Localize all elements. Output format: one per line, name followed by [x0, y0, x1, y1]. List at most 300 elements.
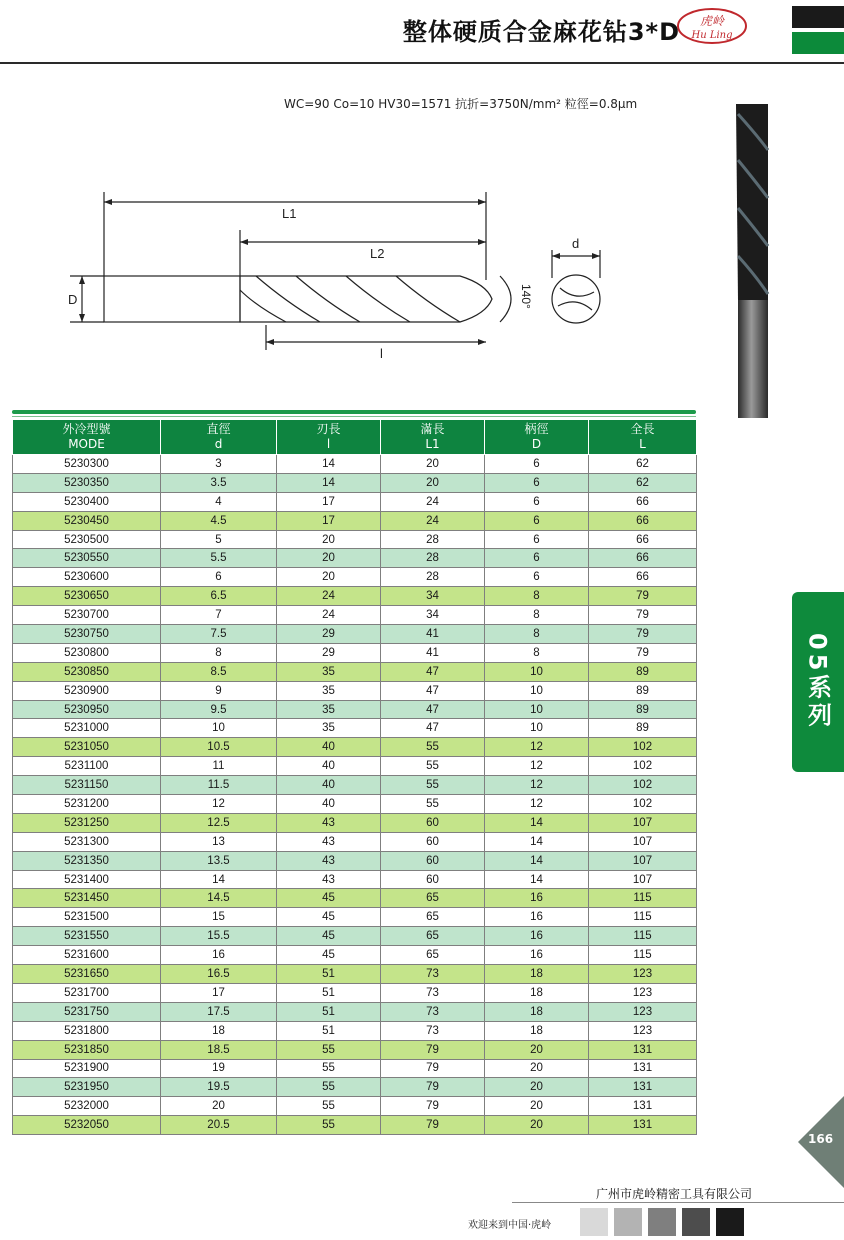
- table-cell: 131: [589, 1078, 697, 1097]
- table-cell: 6.5: [161, 587, 277, 606]
- table-cell: 4.5: [161, 511, 277, 530]
- table-cell: 66: [589, 549, 697, 568]
- table-cell: 11: [161, 757, 277, 776]
- color-swatch: [682, 1208, 710, 1236]
- table-cell: 14: [161, 870, 277, 889]
- table-cell: 45: [277, 889, 381, 908]
- table-cell: 65: [381, 946, 485, 965]
- table-cell: 55: [277, 1040, 381, 1059]
- table-cell: 11.5: [161, 776, 277, 795]
- table-cell: 55: [277, 1116, 381, 1135]
- table-cell: 5231950: [13, 1078, 161, 1097]
- table-cell: 79: [381, 1097, 485, 1116]
- table-cell: 28: [381, 549, 485, 568]
- series-side-tab-label: 05系列: [803, 633, 832, 731]
- table-cell: 5230750: [13, 625, 161, 644]
- table-cell: 5231000: [13, 719, 161, 738]
- table-cell: 123: [589, 965, 697, 984]
- table-cell: 47: [381, 681, 485, 700]
- table-cell: 40: [277, 757, 381, 776]
- table-cell: 18: [485, 965, 589, 984]
- table-cell: 123: [589, 1021, 697, 1040]
- table-cell: 16: [485, 908, 589, 927]
- spec-table: [12, 419, 697, 1135]
- color-swatch: [648, 1208, 676, 1236]
- table-cell: 89: [589, 719, 697, 738]
- drill-technical-drawing: [60, 180, 620, 370]
- table-row: [13, 492, 697, 511]
- table-row: [13, 1116, 697, 1135]
- table-cell: 14.5: [161, 889, 277, 908]
- table-body: [13, 455, 697, 1135]
- table-cell: 12: [161, 795, 277, 814]
- table-cell: 6: [485, 568, 589, 587]
- table-cell: 5230350: [13, 473, 161, 492]
- table-cell: 41: [381, 643, 485, 662]
- table-cell: 60: [381, 832, 485, 851]
- color-swatch: [614, 1208, 642, 1236]
- table-cell: 5230700: [13, 606, 161, 625]
- table-cell: 20: [485, 1059, 589, 1078]
- column-header-bottom: l: [326, 437, 331, 451]
- column-header-top: 柄徑: [524, 422, 549, 436]
- table-cell: 55: [381, 795, 485, 814]
- table-row: [13, 946, 697, 965]
- table-cell: 5231200: [13, 795, 161, 814]
- table-cell: 79: [381, 1116, 485, 1135]
- table-cell: 43: [277, 813, 381, 832]
- table-cell: 20: [277, 530, 381, 549]
- table-row: [13, 606, 697, 625]
- table-cell: 131: [589, 1059, 697, 1078]
- logo-top-text: 虎岭: [699, 14, 725, 28]
- table-cell: 5231850: [13, 1040, 161, 1059]
- table-cell: 6: [485, 511, 589, 530]
- table-cell: 5231450: [13, 889, 161, 908]
- table-cell: 79: [381, 1059, 485, 1078]
- table-cell: 29: [277, 625, 381, 644]
- table-cell: 20: [161, 1097, 277, 1116]
- table-cell: 14: [277, 473, 381, 492]
- table-cell: 60: [381, 851, 485, 870]
- table-row: [13, 511, 697, 530]
- table-row: [13, 795, 697, 814]
- table-cell: 60: [381, 813, 485, 832]
- table-cell: 60: [381, 870, 485, 889]
- material-specs: WC=90 Co=10 HV30=1571 抗折=3750N/mm² 粒徑=0.8μm: [284, 97, 638, 111]
- table-cell: 115: [589, 908, 697, 927]
- table-row: [13, 889, 697, 908]
- table-cell: 15: [161, 908, 277, 927]
- table-cell: 131: [589, 1116, 697, 1135]
- table-row: [13, 700, 697, 719]
- table-cell: 18: [485, 1021, 589, 1040]
- table-cell: 131: [589, 1040, 697, 1059]
- table-cell: 79: [589, 606, 697, 625]
- color-swatch: [580, 1208, 608, 1236]
- table-cell: 16.5: [161, 965, 277, 984]
- table-cell: 73: [381, 1002, 485, 1021]
- table-cell: 47: [381, 719, 485, 738]
- table-cell: 7.5: [161, 625, 277, 644]
- table-cell: 28: [381, 530, 485, 549]
- table-cell: 19.5: [161, 1078, 277, 1097]
- table-row: [13, 738, 697, 757]
- page-number: 166: [808, 1132, 834, 1146]
- table-cell: 62: [589, 473, 697, 492]
- table-cell: 102: [589, 776, 697, 795]
- table-cell: 5232000: [13, 1097, 161, 1116]
- welcome-text: 欢迎来到中国·虎岭: [468, 1220, 552, 1231]
- table-cell: 35: [277, 662, 381, 681]
- table-cell: 65: [381, 889, 485, 908]
- table-cell: 13: [161, 832, 277, 851]
- table-cell: 5230950: [13, 700, 161, 719]
- table-cell: 17: [277, 492, 381, 511]
- table-cell: 34: [381, 587, 485, 606]
- table-cell: 3.5: [161, 473, 277, 492]
- column-header: [381, 420, 485, 455]
- table-top-rule: [12, 410, 696, 414]
- table-cell: 12: [485, 738, 589, 757]
- table-row: [13, 455, 697, 474]
- table-cell: 20: [381, 455, 485, 474]
- table-cell: 16: [485, 946, 589, 965]
- table-cell: 14: [485, 870, 589, 889]
- table-row: [13, 1021, 697, 1040]
- table-header-row: [13, 420, 697, 455]
- table-cell: 51: [277, 965, 381, 984]
- table-row: [13, 927, 697, 946]
- table-row: [13, 757, 697, 776]
- table-cell: 10: [485, 681, 589, 700]
- dim-l-label: l: [380, 346, 383, 361]
- table-cell: 18.5: [161, 1040, 277, 1059]
- table-cell: 107: [589, 851, 697, 870]
- table-cell: 9: [161, 681, 277, 700]
- logo-bottom-text: Hu Ling: [691, 30, 733, 41]
- table-cell: 19: [161, 1059, 277, 1078]
- table-row: [13, 662, 697, 681]
- table-cell: 14: [485, 832, 589, 851]
- table-row: [13, 1059, 697, 1078]
- table-cell: 12: [485, 795, 589, 814]
- table-cell: 5231550: [13, 927, 161, 946]
- table-cell: 14: [485, 813, 589, 832]
- table-cell: 7: [161, 606, 277, 625]
- table-cell: 5231500: [13, 908, 161, 927]
- table-cell: 12: [485, 776, 589, 795]
- spec-table-wrapper: [12, 410, 696, 1135]
- column-header-bottom: MODE: [68, 437, 105, 451]
- column-header: [161, 420, 277, 455]
- dim-d-label: d: [572, 236, 580, 251]
- table-cell: 5231900: [13, 1059, 161, 1078]
- table-cell: 20: [485, 1116, 589, 1135]
- table-row: [13, 1078, 697, 1097]
- table-cell: 43: [277, 870, 381, 889]
- column-header: [589, 420, 697, 455]
- table-cell: 62: [589, 455, 697, 474]
- table-cell: 6: [485, 549, 589, 568]
- table-cell: 8: [161, 643, 277, 662]
- table-cell: 40: [277, 776, 381, 795]
- table-cell: 5230650: [13, 587, 161, 606]
- header-divider: [0, 62, 844, 64]
- table-cell: 51: [277, 1021, 381, 1040]
- table-cell: 10: [485, 700, 589, 719]
- column-header-bottom: D: [531, 437, 542, 451]
- table-top-rule-thin: [12, 416, 696, 417]
- table-cell: 10: [485, 719, 589, 738]
- table-cell: 45: [277, 946, 381, 965]
- table-row: [13, 965, 697, 984]
- table-cell: 89: [589, 662, 697, 681]
- color-swatch: [716, 1208, 744, 1236]
- table-cell: 24: [277, 606, 381, 625]
- table-cell: 6: [485, 492, 589, 511]
- table-cell: 15.5: [161, 927, 277, 946]
- table-cell: 18: [485, 1002, 589, 1021]
- table-row: [13, 851, 697, 870]
- table-row: [13, 1040, 697, 1059]
- table-cell: 107: [589, 813, 697, 832]
- table-cell: 47: [381, 700, 485, 719]
- table-cell: 47: [381, 662, 485, 681]
- table-cell: 89: [589, 681, 697, 700]
- table-cell: 123: [589, 1002, 697, 1021]
- table-cell: 3: [161, 455, 277, 474]
- table-cell: 8.5: [161, 662, 277, 681]
- table-cell: 17: [277, 511, 381, 530]
- header-black-bar: [792, 6, 844, 28]
- table-cell: 17.5: [161, 1002, 277, 1021]
- table-cell: 5230550: [13, 549, 161, 568]
- table-cell: 5231050: [13, 738, 161, 757]
- table-cell: 5231150: [13, 776, 161, 795]
- table-cell: 20: [381, 473, 485, 492]
- table-row: [13, 1002, 697, 1021]
- table-cell: 5.5: [161, 549, 277, 568]
- table-cell: 102: [589, 795, 697, 814]
- table-row: [13, 625, 697, 644]
- drill-photo: [724, 104, 780, 422]
- table-row: [13, 908, 697, 927]
- page-title: 整体硬质合金麻花钻3*D: [402, 18, 680, 46]
- table-cell: 89: [589, 700, 697, 719]
- column-header-top: 外冷型號: [62, 422, 111, 436]
- table-cell: 35: [277, 719, 381, 738]
- table-cell: 6: [485, 473, 589, 492]
- table-cell: 5230600: [13, 568, 161, 587]
- table-cell: 12.5: [161, 813, 277, 832]
- table-row: [13, 813, 697, 832]
- table-cell: 5231650: [13, 965, 161, 984]
- table-cell: 115: [589, 889, 697, 908]
- table-cell: 20: [277, 568, 381, 587]
- table-cell: 12: [485, 757, 589, 776]
- dim-L1-label: L1: [282, 206, 297, 221]
- table-cell: 14: [485, 851, 589, 870]
- hu-ling-logo: [676, 6, 748, 46]
- table-cell: 107: [589, 832, 697, 851]
- table-cell: 73: [381, 965, 485, 984]
- table-cell: 10: [161, 719, 277, 738]
- table-cell: 35: [277, 700, 381, 719]
- table-cell: 65: [381, 927, 485, 946]
- table-cell: 5230500: [13, 530, 161, 549]
- table-cell: 79: [589, 587, 697, 606]
- dim-D-label: D: [68, 292, 78, 307]
- table-cell: 5231250: [13, 813, 161, 832]
- table-cell: 5: [161, 530, 277, 549]
- table-cell: 8: [485, 587, 589, 606]
- table-cell: 17: [161, 983, 277, 1002]
- table-cell: 45: [277, 927, 381, 946]
- table-cell: 5230900: [13, 681, 161, 700]
- table-row: [13, 530, 697, 549]
- series-side-tab: [792, 592, 844, 772]
- table-cell: 6: [485, 455, 589, 474]
- table-cell: 20.5: [161, 1116, 277, 1135]
- table-row: [13, 832, 697, 851]
- table-cell: 51: [277, 1002, 381, 1021]
- table-cell: 16: [485, 889, 589, 908]
- table-cell: 5231750: [13, 1002, 161, 1021]
- table-row: [13, 643, 697, 662]
- table-cell: 8: [485, 643, 589, 662]
- table-cell: 123: [589, 983, 697, 1002]
- table-row: [13, 473, 697, 492]
- table-row: [13, 549, 697, 568]
- table-cell: 10.5: [161, 738, 277, 757]
- table-cell: 4: [161, 492, 277, 511]
- column-header: [277, 420, 381, 455]
- table-cell: 73: [381, 983, 485, 1002]
- table-cell: 5231100: [13, 757, 161, 776]
- table-cell: 65: [381, 908, 485, 927]
- table-cell: 16: [161, 946, 277, 965]
- table-cell: 79: [381, 1040, 485, 1059]
- table-row: [13, 568, 697, 587]
- table-cell: 24: [381, 492, 485, 511]
- table-cell: 5230450: [13, 511, 161, 530]
- table-cell: 115: [589, 946, 697, 965]
- table-cell: 5231300: [13, 832, 161, 851]
- table-cell: 55: [277, 1059, 381, 1078]
- table-cell: 45: [277, 908, 381, 927]
- table-cell: 5230800: [13, 643, 161, 662]
- table-cell: 55: [381, 776, 485, 795]
- table-cell: 16: [485, 927, 589, 946]
- table-cell: 73: [381, 1021, 485, 1040]
- table-cell: 5231600: [13, 946, 161, 965]
- table-row: [13, 870, 697, 889]
- table-cell: 41: [381, 625, 485, 644]
- table-cell: 5230300: [13, 455, 161, 474]
- table-cell: 5231700: [13, 983, 161, 1002]
- column-header-bottom: L1: [425, 437, 440, 451]
- table-row: [13, 681, 697, 700]
- dim-L2-label: L2: [370, 246, 385, 261]
- table-cell: 66: [589, 511, 697, 530]
- table-cell: 29: [277, 643, 381, 662]
- column-header: [485, 420, 589, 455]
- table-cell: 20: [485, 1097, 589, 1116]
- table-cell: 5231800: [13, 1021, 161, 1040]
- table-cell: 107: [589, 870, 697, 889]
- column-header-top: 滿長: [420, 422, 445, 436]
- table-cell: 24: [381, 511, 485, 530]
- table-cell: 8: [485, 625, 589, 644]
- column-header-bottom: L: [639, 437, 646, 451]
- table-cell: 20: [485, 1040, 589, 1059]
- table-cell: 8: [485, 606, 589, 625]
- table-row: [13, 1097, 697, 1116]
- table-cell: 18: [485, 983, 589, 1002]
- table-cell: 55: [381, 738, 485, 757]
- table-cell: 13.5: [161, 851, 277, 870]
- table-row: [13, 587, 697, 606]
- table-cell: 10: [485, 662, 589, 681]
- table-cell: 66: [589, 530, 697, 549]
- table-cell: 102: [589, 757, 697, 776]
- table-cell: 5231350: [13, 851, 161, 870]
- table-cell: 55: [277, 1097, 381, 1116]
- table-cell: 6: [161, 568, 277, 587]
- column-header-top: 直徑: [206, 422, 231, 436]
- table-cell: 9.5: [161, 700, 277, 719]
- table-cell: 28: [381, 568, 485, 587]
- table-cell: 20: [277, 549, 381, 568]
- table-cell: 102: [589, 738, 697, 757]
- table-cell: 40: [277, 738, 381, 757]
- table-cell: 35: [277, 681, 381, 700]
- table-cell: 79: [589, 643, 697, 662]
- table-cell: 20: [485, 1078, 589, 1097]
- table-row: [13, 719, 697, 738]
- table-cell: 5231400: [13, 870, 161, 889]
- column-header-top: 刃長: [316, 422, 341, 436]
- table-cell: 55: [381, 757, 485, 776]
- table-cell: 24: [277, 587, 381, 606]
- table-cell: 79: [589, 625, 697, 644]
- header-green-bar: [792, 32, 844, 54]
- table-cell: 5230850: [13, 662, 161, 681]
- table-cell: 18: [161, 1021, 277, 1040]
- table-cell: 40: [277, 795, 381, 814]
- angle-label: 140°: [519, 284, 533, 309]
- table-row: [13, 776, 697, 795]
- table-cell: 5230400: [13, 492, 161, 511]
- table-cell: 43: [277, 851, 381, 870]
- table-cell: 131: [589, 1097, 697, 1116]
- footer-divider: [512, 1202, 844, 1203]
- company-name: 广州市虎岭精密工具有限公司: [596, 1187, 753, 1201]
- column-header-bottom: d: [214, 437, 223, 451]
- column-header-top: 全長: [630, 422, 655, 436]
- column-header: [13, 420, 161, 455]
- table-cell: 79: [381, 1078, 485, 1097]
- table-cell: 14: [277, 455, 381, 474]
- table-cell: 66: [589, 568, 697, 587]
- table-cell: 5232050: [13, 1116, 161, 1135]
- table-cell: 55: [277, 1078, 381, 1097]
- table-cell: 43: [277, 832, 381, 851]
- table-cell: 6: [485, 530, 589, 549]
- table-row: [13, 983, 697, 1002]
- table-cell: 51: [277, 983, 381, 1002]
